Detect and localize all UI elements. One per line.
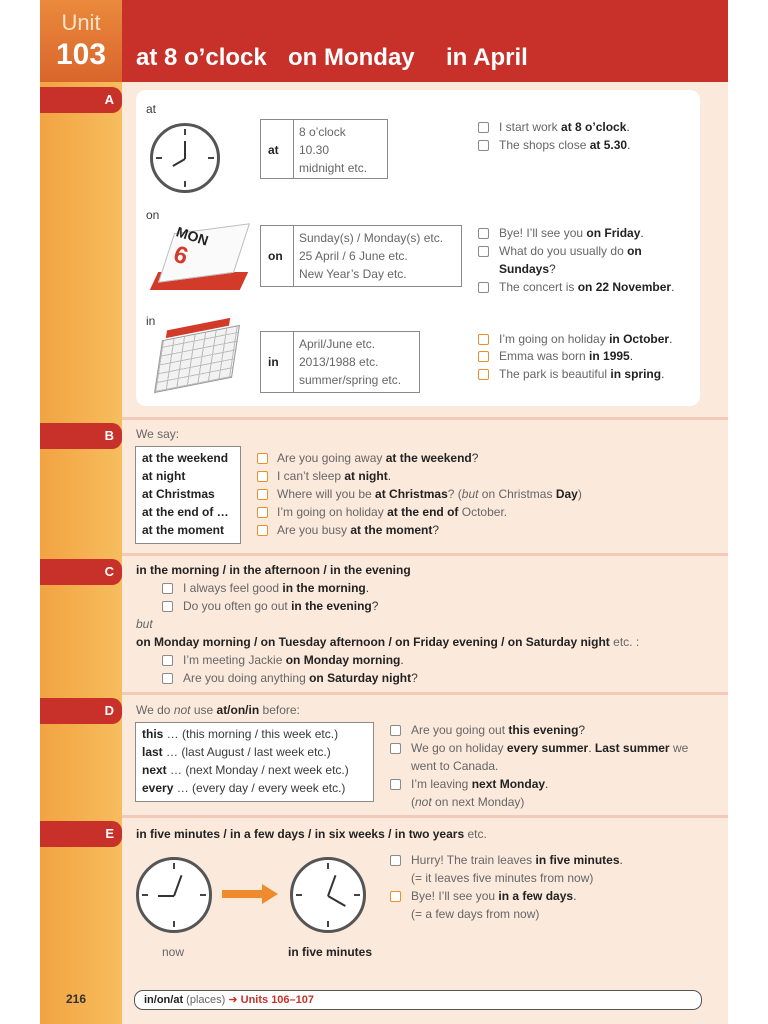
section-tab-b: B [40,423,122,449]
example-sentence: Sundays? [499,262,556,276]
checkbox-icon [390,725,401,736]
checkbox-icon [478,140,489,151]
at-box-item: 8 o’clock [299,125,346,139]
checkbox-icon [390,855,401,866]
on-box-item: New Year’s Day etc. [299,267,407,281]
clock-now-icon [136,857,212,933]
example-sentence: We go on holiday every summer. Last summer we [411,741,689,755]
example-sentence: I start work at 8 o’clock. [499,120,630,134]
example-sentence: Bye! I’ll see you in a few days. [411,889,577,903]
b-phrase: at the end of … [142,505,229,519]
section-tab-d: D [40,698,122,724]
calendar-icon [146,222,246,302]
example-sentence: I’m going on holiday in October. [499,332,673,346]
checkbox-icon [390,891,401,902]
d-intro: We do not use at/on/in before: [136,703,300,717]
checkbox-icon [257,489,268,500]
example-sentence: went to Canada. [411,759,499,773]
example-sentence: Are you doing anything on Saturday night? [183,671,418,685]
b-phrase: at the moment [142,523,225,537]
arrow-icon [222,890,264,898]
at-label: at [146,102,157,116]
c-heading: in the morning / in the afternoon / in the evening [136,563,411,577]
arrow-right-icon: ➜ [228,994,238,1006]
example-sentence: I can’t sleep at night. [277,469,392,483]
calendar-date: 6 [170,240,192,271]
title-at: at 8 o’clock [136,44,267,71]
in-box-item: April/June etc. [299,337,376,351]
checkbox-icon [478,228,489,239]
on-box-key: on [268,249,283,263]
example-sentence: Are you busy at the moment? [277,523,440,537]
calendar-month-icon [150,320,246,396]
checkbox-icon [257,471,268,482]
checkbox-icon [478,351,489,362]
checkbox-icon [478,334,489,345]
page-number: 216 [66,992,87,1006]
d-phrase: last … (last August / last week etc.) [142,745,331,759]
checkbox-icon [162,583,173,594]
cross-reference-link[interactable]: in/on/at (places) ➜ Units 106–107 [144,994,315,1006]
example-sentence: The shops close at 5.30. [499,138,631,152]
c-but: but [136,617,153,631]
b-phrase: at the weekend [142,451,229,465]
example-sentence: Bye! I’ll see you on Friday. [499,226,644,240]
example-note: (= it leaves five minutes from now) [411,871,594,885]
checkbox-icon [162,655,173,666]
b-phrase: at Christmas [142,487,215,501]
checkbox-icon [257,507,268,518]
section-tab-a: A [40,87,122,113]
section-tab-c: C [40,559,122,585]
in-label: in [146,314,156,328]
example-sentence: The park is beautiful in spring. [499,367,665,381]
separator [122,815,728,818]
clock-icon [150,123,220,193]
d-phrase: this … (this morning / this week etc.) [142,727,339,741]
checkbox-icon [257,453,268,464]
checkbox-icon [257,525,268,536]
in-box-item: summer/spring etc. [299,373,402,387]
e-heading: in five minutes / in a few days / in six weeks / in two years etc. [136,827,487,841]
unit-word: Unit [61,10,101,35]
example-note: (not on next Monday) [411,795,525,809]
example-sentence: Where will you be at Christmas? (but on Christmas Day) [277,487,582,501]
checkbox-icon [162,601,173,612]
section-b-intro: We say: [136,427,180,441]
example-sentence: Are you going out this evening? [411,723,586,737]
example-sentence: I’m going on holiday at the end of October. [277,505,508,519]
checkbox-icon [390,779,401,790]
separator [122,553,728,556]
sidebar [40,0,122,1024]
calendar-day: MON [174,223,211,249]
title-on: on Monday [288,44,415,71]
now-label: now [162,945,185,959]
example-sentence: What do you usually do on [499,244,642,258]
example-sentence: I’m meeting Jackie on Monday morning. [183,653,404,667]
unit-block [40,0,122,82]
in-box-key: in [268,355,279,369]
separator [122,417,728,420]
in-five-minutes-label: in five minutes [288,945,373,959]
checkbox-icon [162,673,173,684]
on-box-item: Sunday(s) / Monday(s) etc. [299,231,444,245]
on-label: on [146,208,160,222]
b-phrase: at night [142,469,186,483]
example-sentence: Do you often go out in the evening? [183,599,379,613]
example-sentence: Are you going away at the weekend? [277,451,479,465]
separator [122,692,728,695]
c-heading-2: on Monday morning / on Tuesday afternoon / on Friday evening / on Saturday night etc. : [136,635,640,649]
unit-number: 103 [55,38,107,71]
example-sentence: I’m leaving next Monday. [411,777,549,791]
example-sentence: Hurry! The train leaves in five minutes. [411,853,623,867]
clock-later-icon [290,857,366,933]
checkbox-icon [478,369,489,380]
section-tab-e: E [40,821,122,847]
at-box-key: at [268,143,279,157]
d-phrase: every … (every day / every week etc.) [142,781,346,795]
title-in: in April [446,44,528,71]
example-sentence: The concert is on 22 November. [499,280,675,294]
arrow-head-icon [262,884,278,904]
checkbox-icon [478,282,489,293]
checkbox-icon [478,122,489,133]
at-box-item: 10.30 [299,143,330,157]
in-box-item: 2013/1988 etc. [299,355,379,369]
example-note: (= a few days from now) [411,907,540,921]
example-sentence: Emma was born in 1995. [499,349,634,363]
d-phrase: next … (next Monday / next week etc.) [142,763,349,777]
example-sentence: I always feel good in the morning. [183,581,370,595]
on-box-item: 25 April / 6 June etc. [299,249,408,263]
at-box-item: midnight etc. [299,161,368,175]
checkbox-icon [478,246,489,257]
checkbox-icon [390,743,401,754]
